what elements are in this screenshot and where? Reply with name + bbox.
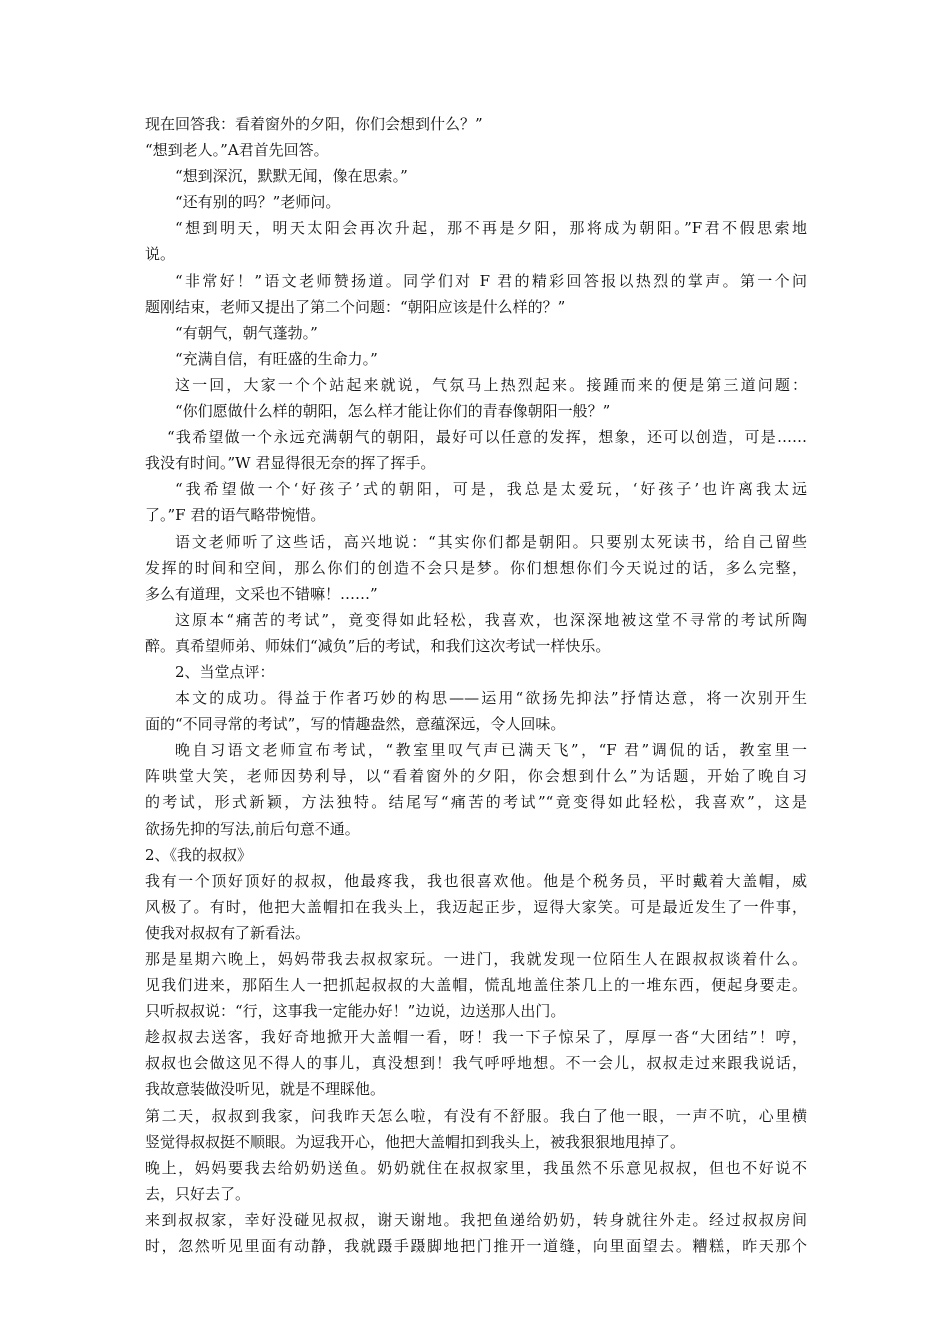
text-line: 去，只好去了。 [145,1184,251,1203]
text-line: 本文的成功。得益于作者巧妙的构思——运用“欲扬先抑法”抒情达意，将一次别开生 [175,689,807,708]
text-line: “还有别的吗？”老师问。 [175,193,341,212]
text-line: 说。 [145,245,176,264]
text-line: 语文老师听了这些话，高兴地说：“其实你们都是朝阳。只要别太死读书，给自己留些 [175,532,807,551]
text-line: 欲扬先抑的写法,前后句意不通。 [145,819,360,838]
text-line: “充满自信，有旺盛的生命力。” [175,349,378,368]
text-line: 的考试，形式新颖，方法独特。结尾写“痛苦的考试”“竟变得如此轻松，我喜欢”，这是 [145,793,807,812]
text-line: 那是星期六晚上，妈妈带我去叔叔家玩。一进门，我就发现一位陌生人在跟叔叔谈着什么。 [145,950,807,968]
text-line: 面的“不同寻常的考试”，写的情趣盎然，意蕴深远，令人回味。 [145,715,566,734]
text-line: 了。”F 君的语气略带惋惜。 [145,506,326,525]
text-line: 我有一个顶好顶好的叔叔，他最疼我，我也很喜欢他。他是个税务员，平时戴着大盖帽，威 [145,871,807,890]
text-line: “想到明天，明天太阳会再次升起，那不再是夕阳，那将成为朝阳。”F君不假思索地 [175,219,807,238]
text-line: 风极了。有时，他把大盖帽扣在我头上，我迈起正步，逗得大家笑。可是最近发生了一件事， [145,897,807,916]
text-line: 我没有时间。”W 君显得很无奈的挥了挥手。 [145,454,436,473]
text-line: “想到深沉，默默无闻，像在思索。” [175,167,408,186]
text-line: 阵哄堂大笑，老师因势利导，以“看着窗外的夕阳，你会想到什么”为话题，开始了晚自习 [145,767,807,786]
text-line: 只听叔叔说：“行，这事我一定能办好！”边说，边送那人出门。 [145,1002,566,1021]
text-line: 2、当堂点评： [175,662,275,681]
text-line: 来到叔叔家，幸好没碰见叔叔，谢天谢地。我把鱼递给奶奶，转身就往外走。经过叔叔房间 [145,1210,807,1229]
text-line: “我希望做一个‘好孩子’式的朝阳，可是，我总是太爱玩，‘好孩子’也许离我太远 [175,480,807,499]
text-line: 晚上，妈妈要我去给奶奶送鱼。奶奶就住在叔叔家里，我虽然不乐意见叔叔，但也不好说不 [145,1158,807,1177]
text-line: “你们愿做什么样的朝阳，怎么样才能让你们的青春像朝阳一般？” [175,402,611,421]
text-line: 晚自习语文老师宣布考试，“教室里叹气声已满天飞”，“F 君”调侃的话，教室里一 [175,741,807,760]
text-line: “我希望做一个永远充满朝气的朝阳，最好可以任意的发挥，想象，还可以创造，可是…… [167,428,807,447]
text-line: 第二天，叔叔到我家，问我昨天怎么啦，有没有不舒服。我白了他一眼，一声不吭，心里横 [145,1106,807,1125]
text-line: 2、《我的叔叔》 [145,845,253,864]
text-line: 这原本“痛苦的考试”，竟变得如此轻松，我喜欢，也深深地被这堂不寻常的考试所陶 [175,610,807,629]
text-line: 题刚结束，老师又提出了第二个问题：“朝阳应该是什么样的？” [145,297,566,316]
text-line: 时，忽然听见里面有动静，我就蹑手蹑脚地把门推开一道缝，向里面望去。糟糕，昨天那个 [145,1237,807,1256]
text-line: 现在回答我：看着窗外的夕阳，你们会想到什么？” [145,115,483,133]
text-line: 叔叔也会做这见不得人的事儿，真没想到！我气呼呼地想。不一会儿，叔叔走过来跟我说话， [145,1054,807,1073]
text-line: 使我对叔叔有了新看法。 [145,923,311,942]
text-line: 趁叔叔去送客，我好奇地掀开大盖帽一看，呀！我一下子惊呆了，厚厚一沓“大团结”！哼， [145,1028,807,1047]
text-line: “有朝气，朝气蓬勃。” [175,323,318,342]
document-page [145,111,807,1259]
text-line: 竖觉得叔叔挺不顺眼。为逗我开心，他把大盖帽扣到我头上，被我狠狠地甩掉了。 [145,1132,686,1151]
text-line: 见我们进来，那陌生人一把抓起叔叔的大盖帽，慌乱地盖住茶几上的一堆东西，便起身要走。 [145,976,807,995]
text-line: “想到老人。”A君首先回答。 [145,141,329,160]
text-line: 我故意装做没听见，就是不理睬他。 [145,1080,386,1099]
text-line: 醉。真希望师弟、师妹们“减负”后的考试，和我们这次考试一样快乐。 [145,636,611,655]
text-line: “非常好！”语文老师赞扬道。同学们对 F 君的精彩回答报以热烈的掌声。第一个问 [175,271,807,290]
text-line: 这一回，大家一个个站起来就说，气氛马上热烈起来。接踵而来的便是第三道问题： [175,375,807,394]
text-line: 发挥的时间和空间，那么你们的创造不会只是梦。你们想想你们今天说过的话，多么完整， [145,558,807,577]
text-line: 多么有道理，文采也不错嘛！……” [145,584,378,603]
